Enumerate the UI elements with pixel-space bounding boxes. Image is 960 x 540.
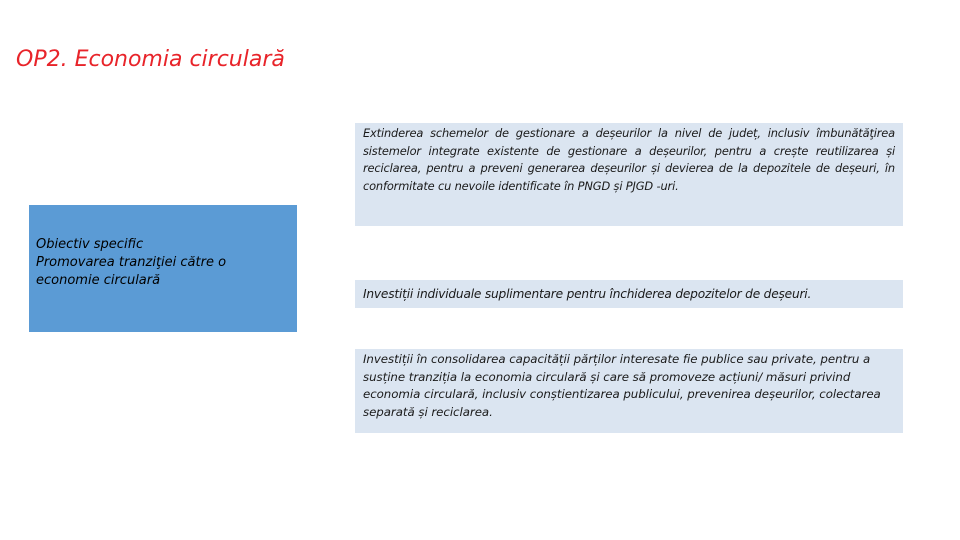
measure-box-capacity-building: Investiții în consolidarea capacității părților interesate fie publice sau private, pentru a susține tranziția la economia circulară și care să promoveze acțiuni/ măsuri privind economia circulară, inclusiv conștientizarea publicului, prevenirea deșeurilor, colectarea separată și reciclarea. [355, 349, 903, 433]
measure-box-waste-schemes: Extinderea schemelor de gestionare a deșeurilor la nivel de județ, inclusiv îmbunătăţirea sistemelor integrate existente de gestionare a deșeurilor, pentru a crește reutilizarea și reciclarea, pentru a preveni generarea deșeurilor și devierea de la depozitele de deșeuri, în conformitate cu nevoile identificate în PNGD și PJGD -uri. [355, 123, 903, 226]
objective-text-line-2: economie circulară [36, 273, 161, 288]
measure-box-landfill-closure: Investiții individuale suplimentare pentru închiderea depozitelor de deșeuri. [355, 280, 903, 308]
slide-title: OP2. Economia circulară [16, 47, 285, 72]
specific-objective-box [29, 205, 297, 332]
objective-text-line-1: Promovarea tranziţiei către o [36, 255, 227, 270]
objective-heading: Obiectiv specific [36, 237, 144, 252]
